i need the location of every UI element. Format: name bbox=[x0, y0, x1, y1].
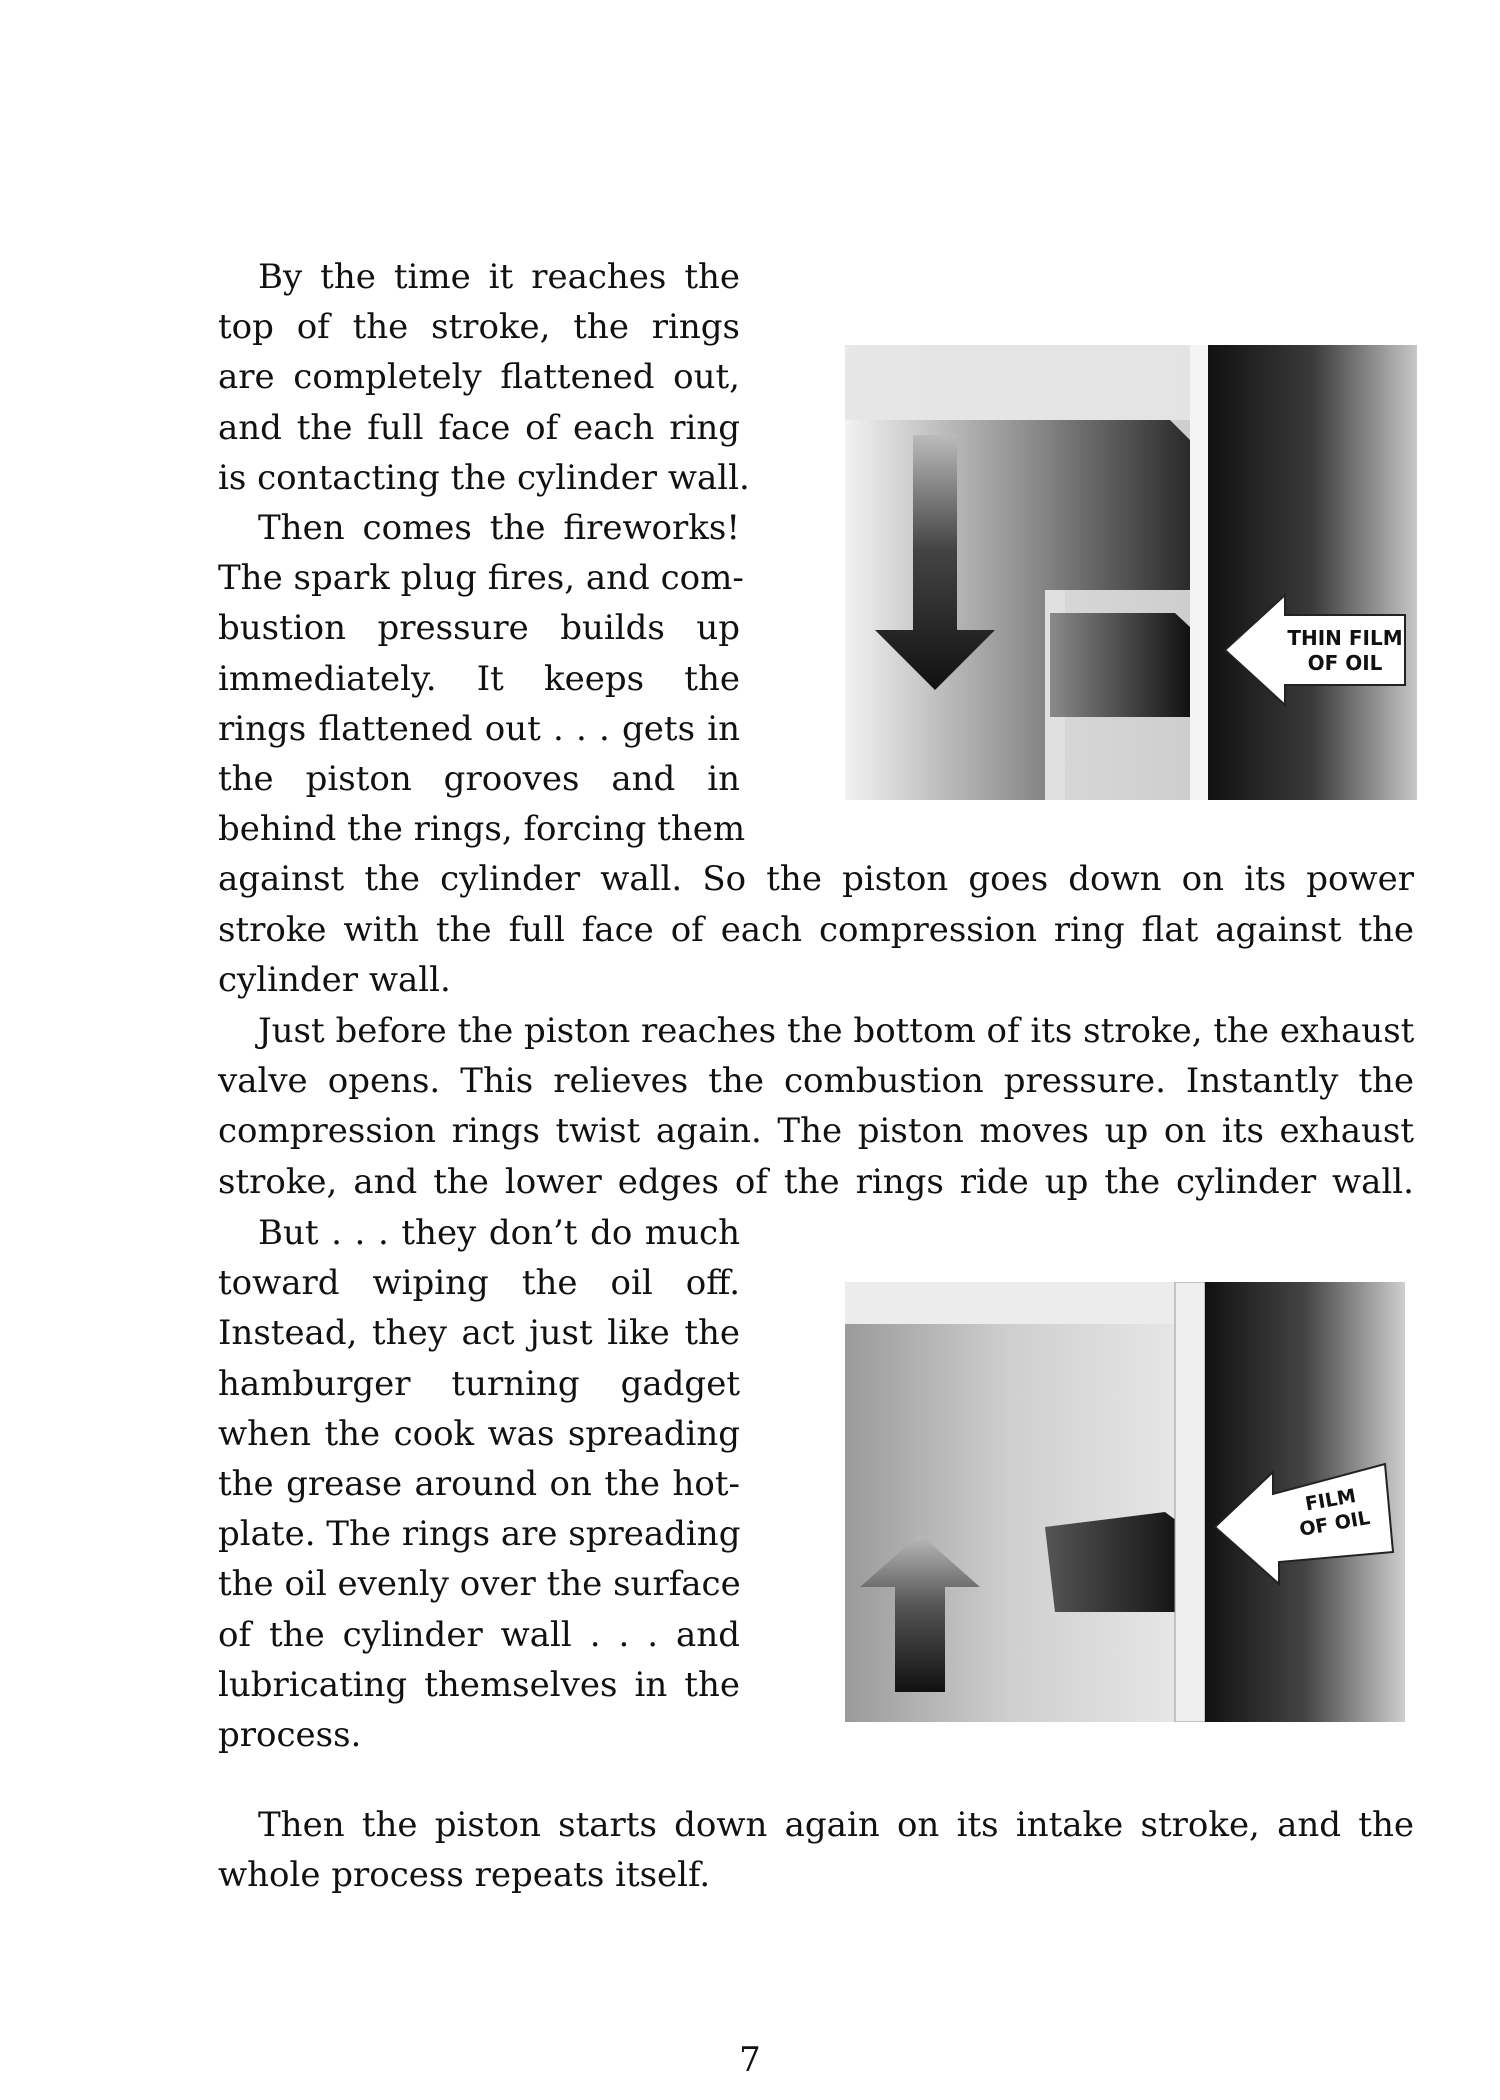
text-line: when the cook was spreading bbox=[218, 1413, 740, 1454]
text-line: bustion pressure builds up bbox=[218, 608, 740, 649]
text-line: stroke, and the lower edges of the rings ride up the cylinder wall. bbox=[218, 1161, 1414, 1202]
combustion-chamber bbox=[845, 345, 1190, 420]
text-line: Then the piston starts down again on its intake stroke, and the bbox=[258, 1805, 1414, 1845]
figure-film-of-oil bbox=[845, 1282, 1405, 1722]
text-line: is contacting the cylinder wall. bbox=[218, 457, 750, 498]
text-line: Then comes the fireworks! bbox=[258, 508, 740, 548]
text-line: The spark plug fires, and com- bbox=[218, 558, 744, 599]
text-line: toward wiping the oil off. bbox=[218, 1263, 740, 1304]
text-line: the oil evenly over the surface bbox=[218, 1564, 741, 1605]
text-line: the piston grooves and in bbox=[218, 759, 740, 800]
text-line: the grease around on the hot- bbox=[218, 1464, 740, 1505]
text-line: of the cylinder wall . . . and bbox=[218, 1614, 740, 1655]
figure-thin-film-of-oil bbox=[845, 345, 1417, 800]
text-line: and the full face of each ring bbox=[218, 407, 740, 448]
text-line: are completely flattened out, bbox=[218, 357, 740, 398]
piston-ring-illustration-top bbox=[845, 345, 1417, 800]
paragraph-4 bbox=[218, 1208, 740, 1760]
paragraph-1 bbox=[218, 252, 750, 503]
combustion-chamber bbox=[845, 1282, 1205, 1324]
page-number: 7 bbox=[739, 2040, 761, 2080]
text-line: rings flattened out . . . gets in bbox=[218, 708, 740, 749]
text-line: immediately. It keeps the bbox=[218, 658, 740, 699]
text-line: compression rings twist again. The piston moves up on its exhaust bbox=[218, 1111, 1414, 1152]
compression-ring bbox=[1045, 1512, 1185, 1612]
text-line: process. bbox=[218, 1715, 362, 1756]
callout-label-line-2: OF OIL bbox=[1307, 651, 1383, 675]
piston-ring-illustration-bottom bbox=[845, 1282, 1405, 1722]
text-line: Just before the piston reaches the bottom of its stroke, the exhaust bbox=[258, 1011, 1415, 1051]
text-line: cylinder wall. bbox=[218, 959, 451, 1000]
text-line: By the time it reaches the bbox=[258, 257, 740, 297]
text-line: Instead, they act just like the bbox=[218, 1313, 740, 1354]
oil-film bbox=[1190, 345, 1208, 800]
callout-label-line-1: FILM bbox=[1303, 1484, 1358, 1516]
compression-ring bbox=[1050, 613, 1190, 717]
text-line: valve opens. This relieves the combustion pressure. Instantly the bbox=[218, 1061, 1414, 1102]
text-line: hamburger turning gadget bbox=[218, 1363, 740, 1404]
callout-label-line-2: OF OIL bbox=[1297, 1506, 1372, 1541]
oil-film bbox=[1175, 1282, 1205, 1722]
text-line: lubricating themselves in the bbox=[218, 1664, 740, 1705]
text-line: whole process repeats itself. bbox=[218, 1855, 711, 1896]
cylinder-wall bbox=[1208, 345, 1417, 800]
text-line: against the cylinder wall. So the piston goes down on its power bbox=[218, 859, 1414, 900]
text-line: But . . . they don’t do much bbox=[258, 1213, 740, 1253]
callout-label-line-1: THIN FILM bbox=[1287, 626, 1403, 650]
text-line: behind the rings, forcing them bbox=[218, 809, 746, 850]
text-line: top of the stroke, the rings bbox=[218, 307, 740, 348]
paragraph-3 bbox=[218, 1006, 1414, 1207]
paragraph-5 bbox=[218, 1800, 1414, 1900]
text-line: stroke with the full face of each compression ring flat against the bbox=[218, 909, 1414, 950]
text-line: plate. The rings are spreading bbox=[218, 1514, 741, 1555]
